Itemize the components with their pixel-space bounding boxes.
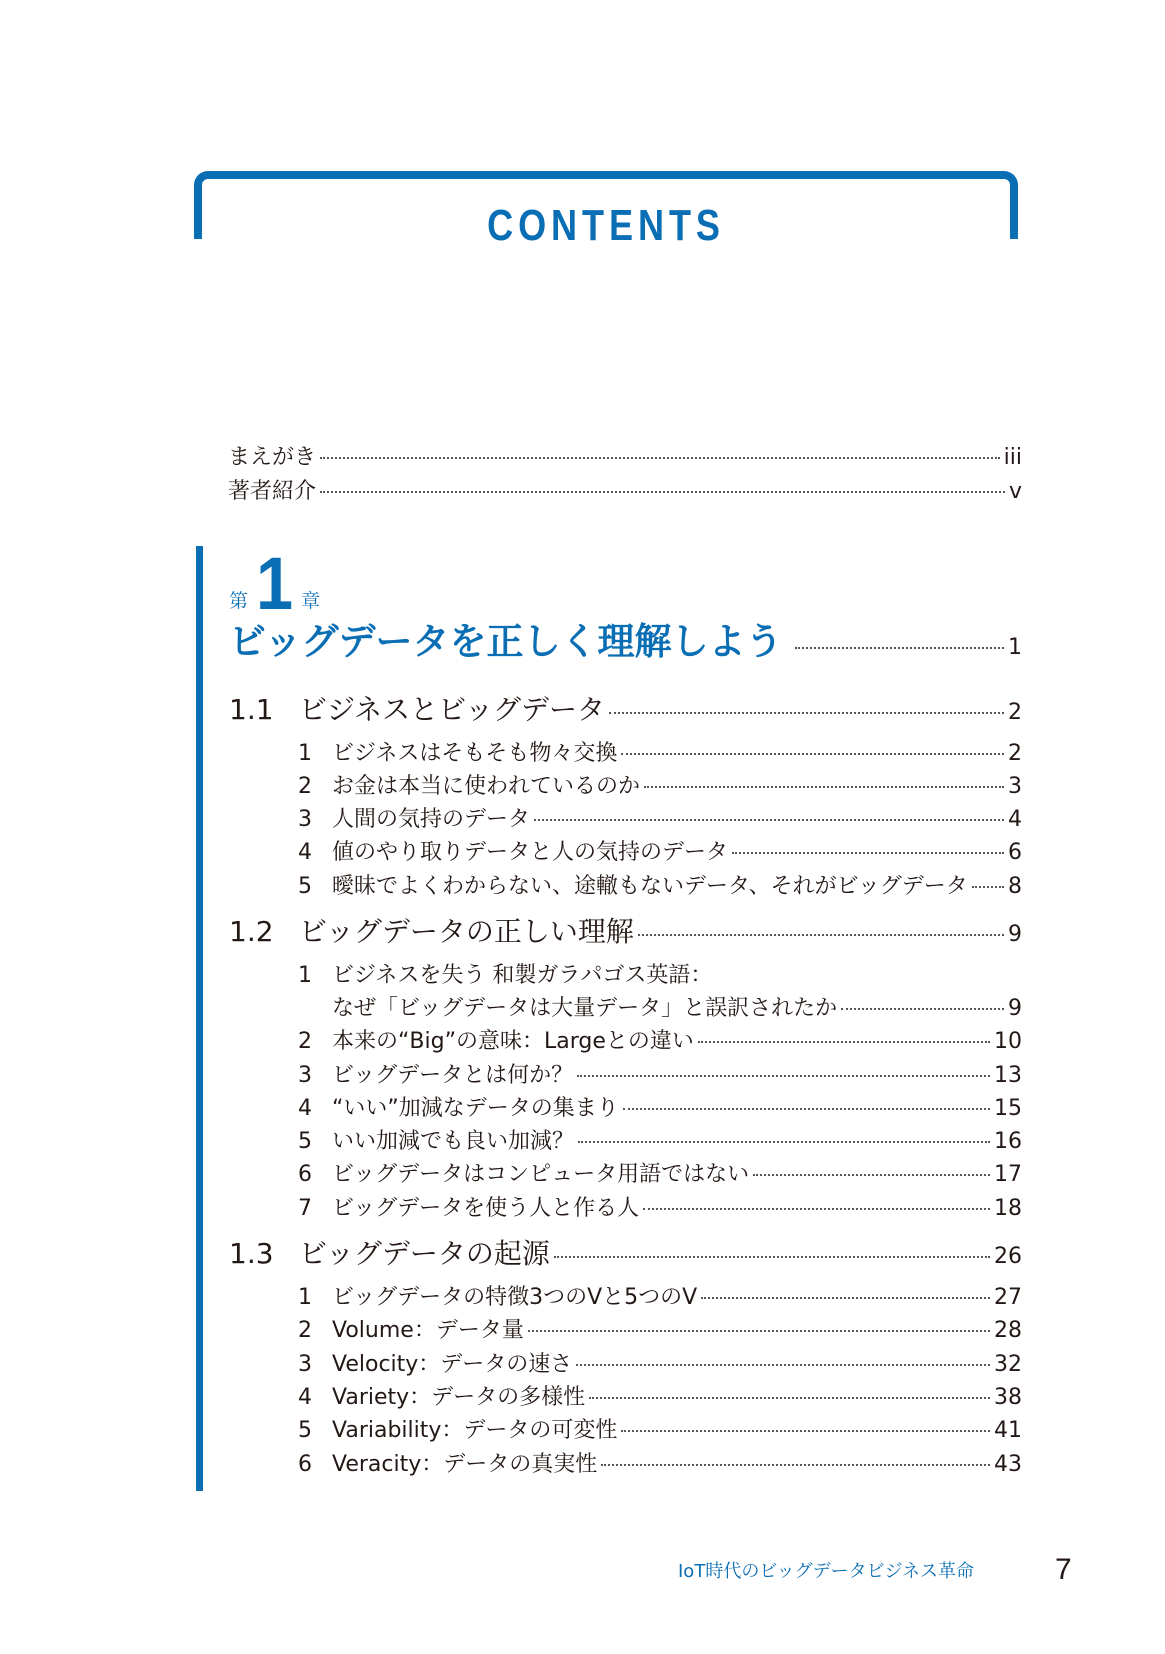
dot-leader: [698, 1041, 990, 1043]
item-title: 値のやり取りデータと人の気持のデータ: [332, 840, 729, 865]
dot-leader: [701, 1297, 990, 1299]
dot-leader: [554, 1256, 990, 1258]
toc-item[interactable]: [298, 1316, 1022, 1346]
dot-leader: [528, 1330, 990, 1332]
item-title: ビッグデータはコンピュータ用語ではない: [332, 1162, 750, 1187]
item-title: Variety：データの多様性: [332, 1385, 586, 1410]
toc-item[interactable]: [298, 805, 1022, 835]
dot-leader: [577, 1075, 990, 1077]
item-number: 5: [298, 1129, 312, 1154]
dot-leader: [320, 491, 1005, 493]
item-title: 曖昧でよくわからない、途轍もないデータ、それがビッグデータ: [332, 874, 968, 899]
item-number: 6: [298, 1162, 312, 1187]
item-title: ビジネスを失う 和製ガラパゴス英語：: [332, 963, 713, 988]
dot-leader: [732, 852, 1004, 854]
section-title: ビッグデータの起源: [299, 1237, 550, 1270]
chapter-number: 1: [256, 542, 294, 625]
entry-page: iii: [1003, 445, 1022, 470]
entry-page: 16: [994, 1129, 1022, 1154]
dot-leader: [576, 1364, 990, 1366]
toc-entry-author[interactable]: [228, 477, 1022, 507]
item-number: 1: [298, 741, 312, 766]
toc-item[interactable]: [298, 1194, 1022, 1224]
toc-item[interactable]: [298, 1350, 1022, 1380]
footer-book-title: IoT時代のビッグデータビジネス革命: [678, 1561, 975, 1582]
entry-page: 18: [994, 1196, 1022, 1221]
toc-section-1-2[interactable]: [229, 913, 1022, 954]
toc-item[interactable]: [298, 1383, 1022, 1413]
contents-heading: CONTENTS: [487, 201, 725, 250]
toc-item[interactable]: [298, 1061, 1022, 1091]
item-title: 人間の気持のデータ: [332, 807, 531, 832]
entry-page: 43: [994, 1452, 1022, 1477]
entry-page: 28: [994, 1318, 1022, 1343]
item-title: ビッグデータの特徴3つのVと5つのV: [332, 1285, 698, 1310]
item-number: 6: [298, 1452, 312, 1477]
item-title: Velocity：データの速さ: [332, 1352, 573, 1377]
dot-leader: [972, 886, 1004, 888]
item-title: お金は本当に使われているのか: [332, 774, 641, 799]
section-number: 1.1: [229, 693, 274, 726]
item-number: 3: [298, 1352, 312, 1377]
page-number: 7: [1055, 1553, 1072, 1586]
entry-page: 3: [1008, 774, 1022, 799]
toc-section-1-1[interactable]: [229, 691, 1022, 732]
chapter-bar: [196, 546, 203, 1491]
entry-page: 13: [994, 1063, 1022, 1088]
section-number: 1.2: [229, 915, 274, 948]
item-title: Variability：データの可変性: [332, 1418, 618, 1443]
item-number: 2: [298, 774, 312, 799]
toc-entry-chapter-1[interactable]: [229, 618, 1022, 672]
entry-page: 8: [1008, 874, 1022, 899]
toc-item[interactable]: [298, 1450, 1022, 1480]
dot-leader: [621, 1430, 990, 1432]
chapter-suffix: 章: [301, 590, 321, 612]
toc-item[interactable]: [298, 739, 1022, 769]
item-title: ビッグデータとは何か？: [332, 1063, 574, 1088]
entry-page: 4: [1008, 807, 1022, 832]
toc-item[interactable]: [298, 1094, 1022, 1124]
item-number: 7: [298, 1196, 312, 1221]
item-title: 本来の“Big”の意味：Largeとの違い: [332, 1029, 694, 1054]
dot-leader: [621, 753, 1004, 755]
toc-item[interactable]: [298, 1027, 1022, 1057]
entry-page: 9: [1008, 922, 1022, 947]
dot-leader: [320, 457, 1000, 459]
item-number: 3: [298, 1063, 312, 1088]
entry-page: 2: [1008, 741, 1022, 766]
entry-page: 1: [1008, 635, 1022, 660]
section-title: ビジネスとビッグデータ: [299, 693, 606, 726]
entry-page: 9: [1008, 996, 1022, 1021]
dot-leader: [644, 786, 1004, 788]
entry-page: 32: [994, 1352, 1022, 1377]
item-number: 5: [298, 1418, 312, 1443]
entry-page: 38: [994, 1385, 1022, 1410]
toc-item[interactable]: [298, 1160, 1022, 1190]
entry-page: 10: [994, 1029, 1022, 1054]
entry-page: 27: [994, 1285, 1022, 1310]
toc-item[interactable]: [298, 1416, 1022, 1446]
toc-item[interactable]: [298, 838, 1022, 868]
toc-item[interactable]: [298, 1127, 1022, 1157]
item-title-continued: なぜ「ビッグデータは大量データ」と誤訳されたか: [332, 996, 838, 1021]
item-title: “いい”加減なデータの集まり: [332, 1096, 619, 1121]
item-number: 1: [298, 963, 312, 988]
item-title: Volume：データ量: [332, 1318, 524, 1343]
item-title: Veracity：データの真実性: [332, 1452, 598, 1477]
entry-page: 15: [994, 1096, 1022, 1121]
entry-page: 2: [1008, 700, 1022, 725]
item-title: ビジネスはそもそも物々交換: [332, 741, 618, 766]
dot-leader: [643, 1208, 990, 1210]
dot-leader: [601, 1464, 990, 1466]
dot-leader: [534, 819, 1004, 821]
entry-page: 41: [994, 1418, 1022, 1443]
item-number: 4: [298, 1385, 312, 1410]
item-title: いい加減でも良い加減？: [332, 1129, 575, 1154]
toc-entry-preface[interactable]: [228, 443, 1022, 473]
entry-page: 26: [994, 1244, 1022, 1269]
dot-leader: [609, 712, 1004, 714]
entry-title: まえがき: [228, 445, 317, 470]
chapter-title: ビッグデータを正しく理解しよう: [229, 620, 783, 663]
item-number: 4: [298, 1096, 312, 1121]
item-number: 2: [298, 1029, 312, 1054]
item-number: 4: [298, 840, 312, 865]
section-title: ビッグデータの正しい理解: [299, 915, 634, 948]
item-title: ビッグデータを使う人と作る人: [332, 1196, 640, 1221]
dot-leader: [638, 934, 1004, 936]
dot-leader: [589, 1397, 990, 1399]
toc-item[interactable]: [332, 994, 1022, 1024]
entry-page: v: [1008, 479, 1022, 504]
dot-leader: [623, 1108, 990, 1110]
toc-item-first-line[interactable]: [298, 961, 1022, 991]
item-number: 2: [298, 1318, 312, 1343]
entry-page: 6: [1008, 840, 1022, 865]
chapter-label: [229, 542, 321, 625]
toc-section-1-3[interactable]: [229, 1235, 1022, 1276]
toc-item[interactable]: [298, 1283, 1022, 1313]
toc-item[interactable]: [298, 872, 1022, 902]
item-number: 5: [298, 874, 312, 899]
item-number: 1: [298, 1285, 312, 1310]
toc-item[interactable]: [298, 772, 1022, 802]
entry-page: 17: [994, 1162, 1022, 1187]
dot-leader: [578, 1141, 990, 1143]
entry-title: 著者紹介: [228, 479, 317, 504]
item-number: 3: [298, 807, 312, 832]
dot-leader: [841, 1008, 1004, 1010]
section-number: 1.3: [229, 1237, 274, 1270]
dot-leader: [753, 1174, 990, 1176]
chapter-prefix: 第: [229, 590, 249, 612]
dot-leader: [795, 647, 1004, 649]
